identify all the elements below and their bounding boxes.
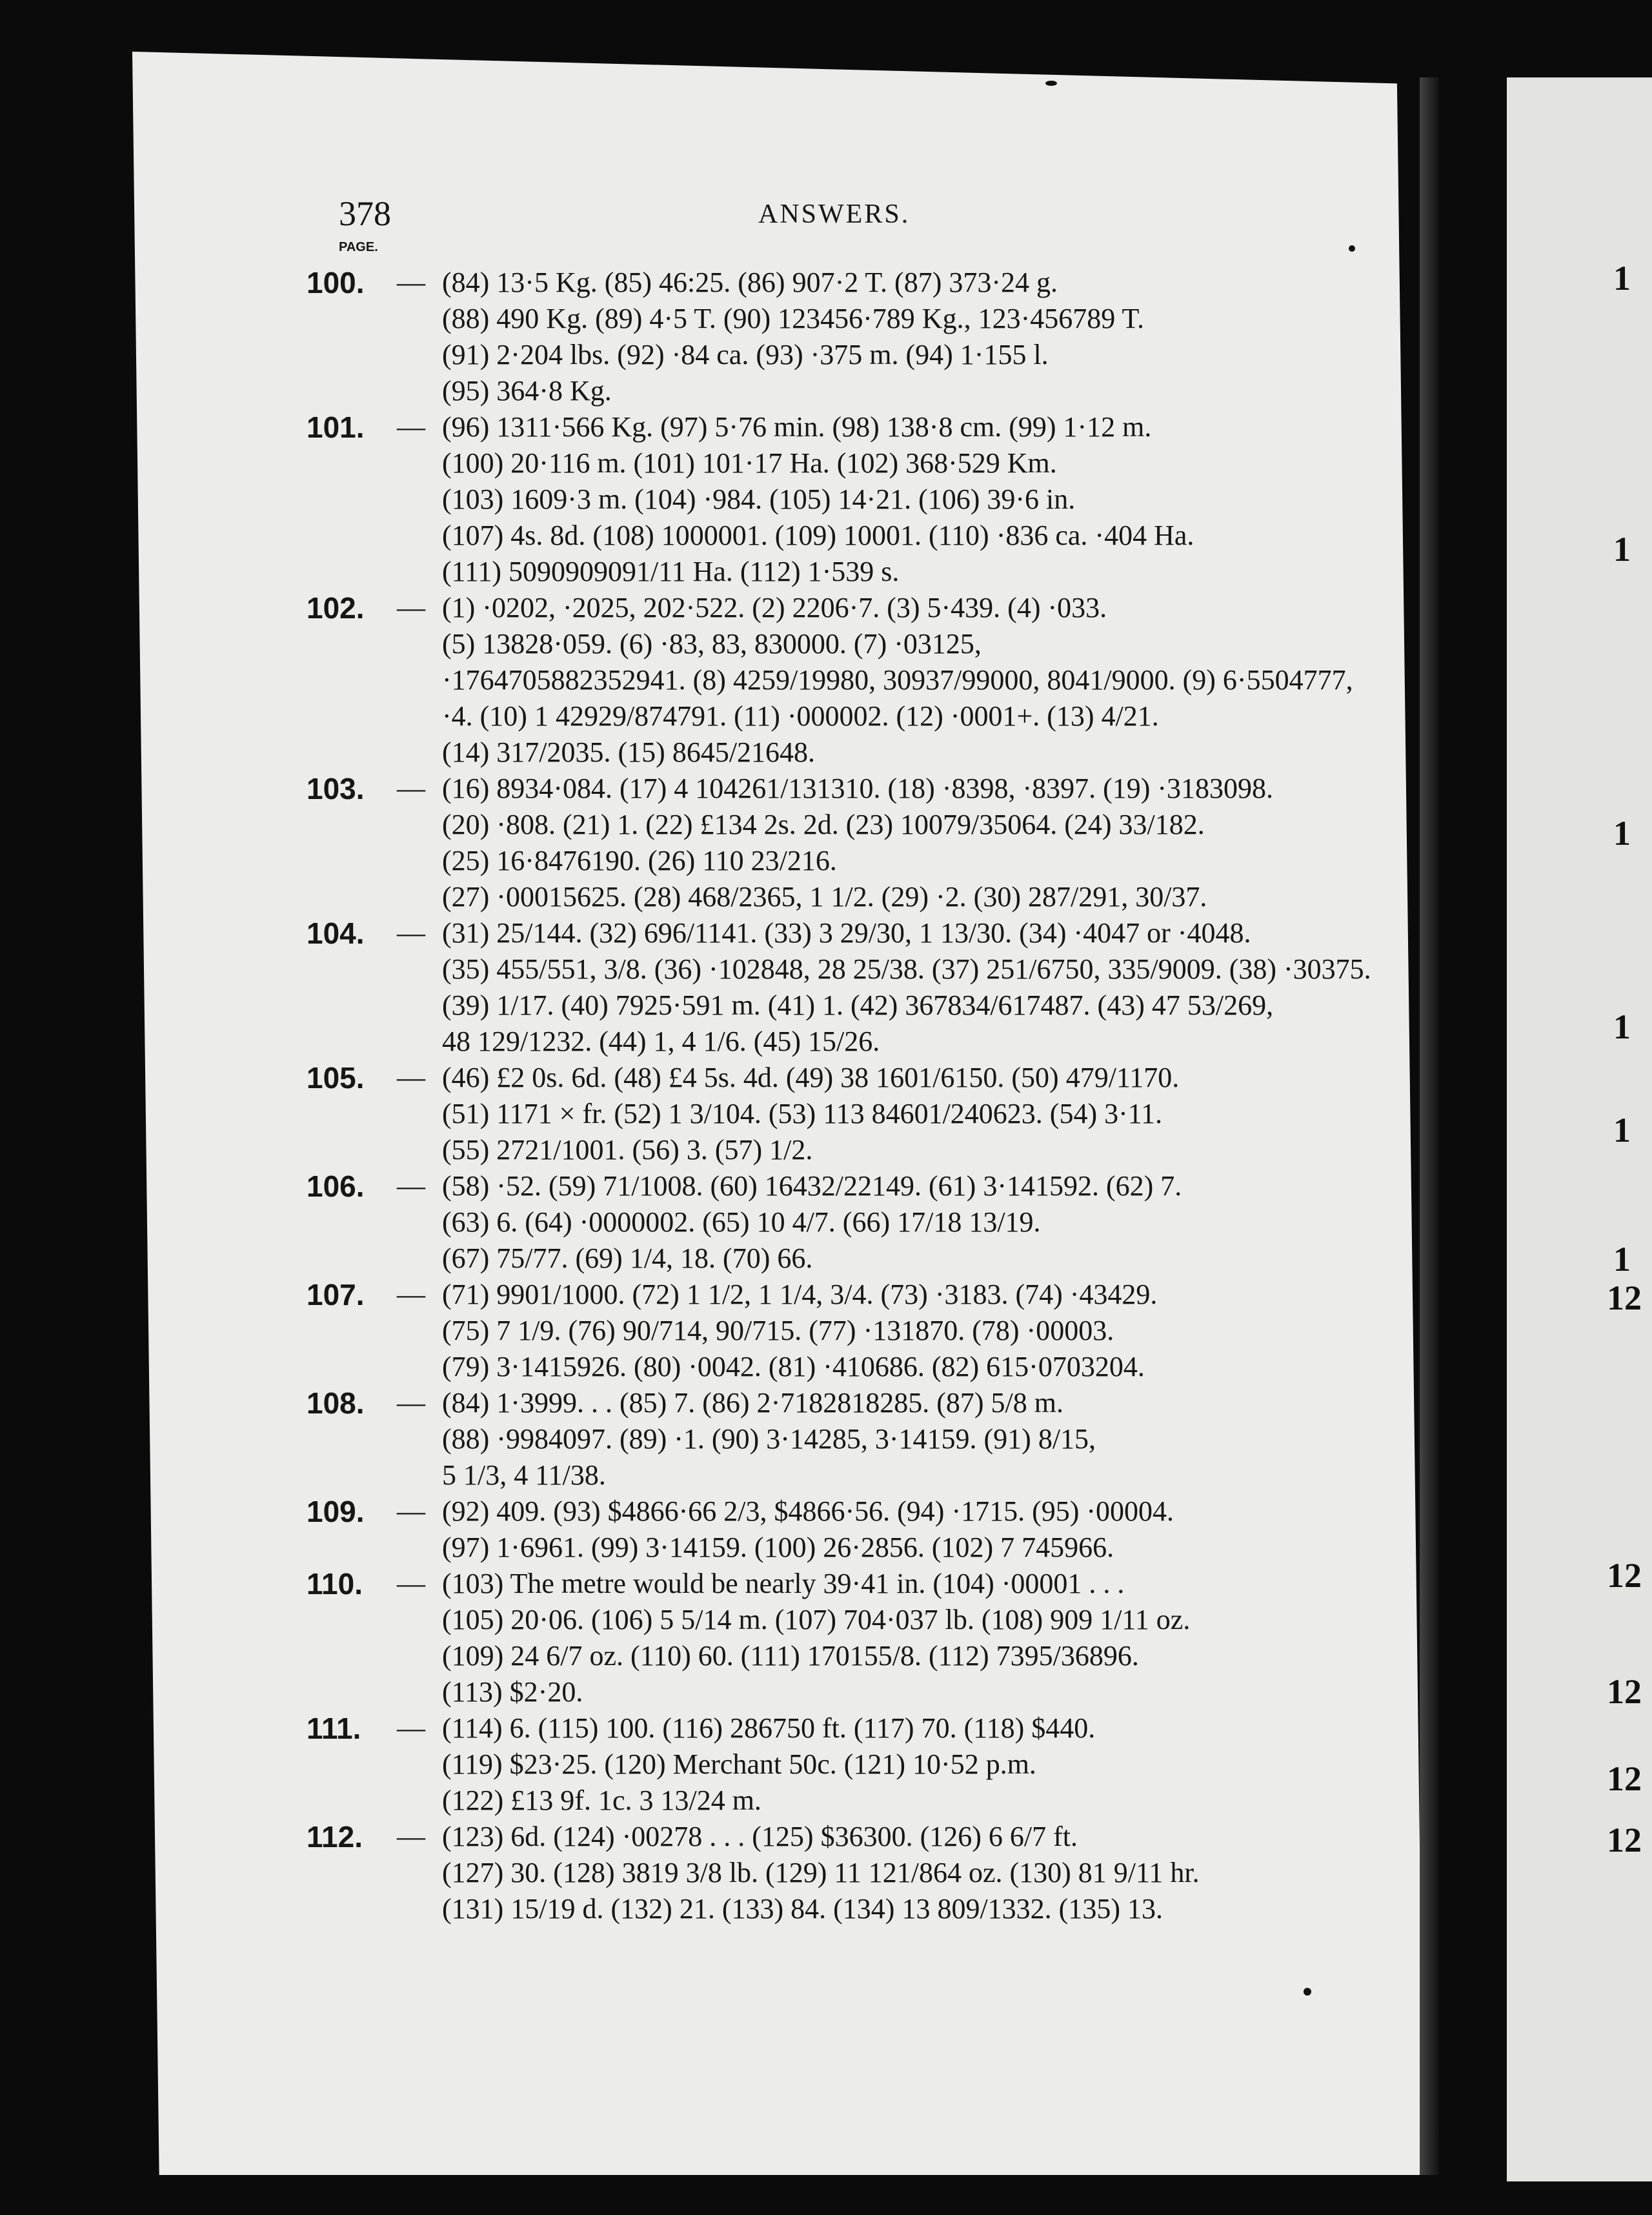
- answer-line: [307, 1385, 1345, 1421]
- page-reference: 111.: [307, 1712, 361, 1745]
- answer-line: [307, 1891, 1345, 1927]
- answer-line: [307, 373, 1345, 409]
- facing-page-mark: 1: [1613, 530, 1631, 569]
- answer-text: (46) £2 0s. 6d. (48) £4 5s. 4d. (49) 38 1601/6150. (50) 479/1170.: [442, 1062, 1180, 1093]
- answer-text: (20) ·808. (21) 1. (22) £134 2s. 2d. (23) 10079/35064. (24) 33/182.: [442, 809, 1205, 840]
- answer-text: (103) 1609·3 m. (104) ·984. (105) 14·21. (106) 39·6 in.: [442, 483, 1076, 515]
- answer-line: [307, 915, 1345, 951]
- answer-line: [307, 734, 1345, 771]
- answer-line: [307, 807, 1345, 843]
- em-dash: —: [397, 1062, 425, 1093]
- em-dash: —: [397, 592, 425, 623]
- em-dash: —: [397, 411, 425, 443]
- answer-line: [307, 1313, 1345, 1349]
- answer-text: (84) 13·5 Kg. (85) 46:25. (86) 907·2 T. (87) 373·24 g.: [442, 267, 1058, 298]
- answer-text: (16) 8934·084. (17) 4 104261/131310. (18) ·8398, ·8397. (19) ·3183098.: [442, 773, 1274, 804]
- em-dash: —: [397, 1821, 425, 1852]
- answer-text: (35) 455/551, 3/8. (36) ·102848, 28 25/38. (37) 251/6750, 335/9009. (38) ·30375.: [442, 953, 1371, 985]
- answer-line: [307, 987, 1345, 1024]
- em-dash: —: [397, 1170, 425, 1202]
- page-reference: 101.: [307, 410, 365, 444]
- answer-text: (107) 4s. 8d. (108) 1000001. (109) 10001. (110) ·836 ca. ·404 Ha.: [442, 520, 1194, 551]
- answer-line: [307, 1024, 1345, 1060]
- answer-text: (71) 9901/1000. (72) 1 1/2, 1 1/4, 3/4. (73) ·3183. (74) ·43429.: [442, 1279, 1158, 1310]
- em-dash: —: [397, 1712, 425, 1744]
- answer-line: [307, 1710, 1345, 1746]
- answer-line: [307, 1493, 1345, 1530]
- page-reference: 106.: [307, 1169, 365, 1203]
- answer-text: (127) 30. (128) 3819 3/8 lb. (129) 11 121/864 oz. (130) 81 9/11 hr.: [442, 1857, 1200, 1888]
- answer-line: [307, 1421, 1345, 1457]
- em-dash: —: [397, 1495, 425, 1527]
- answer-line: [307, 265, 1345, 301]
- answer-line: [307, 590, 1345, 626]
- answer-text: (95) 364·8 Kg.: [442, 375, 612, 407]
- answer-text: (75) 7 1/9. (76) 90/714, 90/715. (77) ·131870. (78) ·00003.: [442, 1315, 1114, 1346]
- answer-line: [307, 1132, 1345, 1168]
- answer-text: (109) 24 6/7 oz. (110) 60. (111) 170155/8. (112) 7395/36896.: [442, 1640, 1139, 1672]
- answer-text: (63) 6. (64) ·0000002. (65) 10 4/7. (66) 17/18 13/19.: [442, 1206, 1041, 1238]
- page-reference: 112.: [307, 1820, 363, 1854]
- answer-text: (122) £13 9f. 1c. 3 13/24 m.: [442, 1785, 761, 1816]
- answer-line: [307, 409, 1345, 445]
- answer-line: [307, 301, 1345, 337]
- answer-text: (55) 2721/1001. (56) 3. (57) 1/2.: [442, 1134, 813, 1166]
- page-column-label: PAGE.: [339, 240, 378, 254]
- facing-page-mark: 12: [1607, 1759, 1642, 1798]
- answer-line: [307, 1277, 1345, 1313]
- answer-text: (119) $23·25. (120) Merchant 50c. (121) 10·52 p.m.: [442, 1748, 1036, 1780]
- em-dash: —: [397, 267, 425, 298]
- answer-text: (111) 5090909091/11 Ha. (112) 1·539 s.: [442, 556, 900, 587]
- answer-text: (88) ·9984097. (89) ·1. (90) 3·14285, 3·14159. (91) 8/15,: [442, 1423, 1096, 1455]
- answer-text: (88) 490 Kg. (89) 4·5 T. (90) 123456·789 Kg., 123·456789 T.: [442, 303, 1145, 334]
- answer-line: [307, 554, 1345, 590]
- answer-line: [307, 662, 1353, 698]
- page-reference: 104.: [307, 916, 365, 950]
- answer-line: [307, 626, 1345, 662]
- facing-page-mark: 12: [1607, 1821, 1642, 1859]
- answer-text: (27) ·00015625. (28) 468/2365, 1 1/2. (29) ·2. (30) 287/291, 30/37.: [442, 881, 1207, 913]
- answer-line: [307, 1204, 1345, 1240]
- answer-text: (39) 1/17. (40) 7925·591 m. (41) 1. (42) 367834/617487. (43) 47 53/269,: [442, 989, 1274, 1021]
- answer-text: (67) 75/77. (69) 1/4, 18. (70) 66.: [442, 1242, 813, 1274]
- answer-line: [307, 1602, 1345, 1638]
- page-number: 378: [339, 194, 391, 233]
- answer-line: [307, 1566, 1345, 1602]
- facing-page-mark: 1: [1613, 259, 1631, 298]
- answer-line: [307, 951, 1371, 987]
- answer-text: (100) 20·116 m. (101) 101·17 Ha. (102) 368·529 Km.: [442, 447, 1057, 479]
- answer-text: 48 129/1232. (44) 1, 4 1/6. (45) 15/26.: [442, 1026, 880, 1057]
- ink-spot: [1045, 81, 1057, 86]
- answer-line: [307, 1855, 1345, 1891]
- answer-text: (5) 13828·059. (6) ·83, 83, 830000. (7) ·03125,: [442, 628, 982, 660]
- answer-text: (51) 1171 × fr. (52) 1 3/104. (53) 113 84601/240623. (54) 3·11.: [442, 1098, 1163, 1129]
- answer-text: (96) 1311·566 Kg. (97) 5·76 min. (98) 138·8 cm. (99) 1·12 m.: [442, 411, 1152, 443]
- answers-list: [307, 265, 1371, 1927]
- answer-line: [307, 337, 1345, 373]
- answer-text: 5 1/3, 4 11/38.: [442, 1459, 606, 1491]
- answer-text: (131) 15/19 d. (132) 21. (133) 84. (134) 13 809/1332. (135) 13.: [442, 1893, 1163, 1925]
- book-gutter: [1420, 77, 1439, 2175]
- answer-text: (1) ·0202, ·2025, 202·522. (2) 2206·7. (3) 5·439. (4) ·033.: [442, 592, 1107, 623]
- answer-text: (25) 16·8476190. (26) 110 23/216.: [442, 845, 837, 876]
- answer-line: [307, 1349, 1345, 1385]
- facing-page-mark: 1: [1613, 1111, 1631, 1149]
- answer-text: (114) 6. (115) 100. (116) 286750 ft. (117) 70. (118) $440.: [442, 1712, 1096, 1744]
- answer-text: (31) 25/144. (32) 696/1141. (33) 3 29/30, 1 13/30. (34) ·4047 or ·4048.: [442, 917, 1251, 949]
- em-dash: —: [397, 773, 425, 804]
- answer-text: (84) 1·3999. . . (85) 7. (86) 2·7182818285. (87) 5/8 m.: [442, 1387, 1063, 1419]
- ink-spot: [1304, 1988, 1311, 1996]
- answer-line: [307, 1457, 1345, 1493]
- answer-text: (58) ·52. (59) 71/1008. (60) 16432/22149. (61) 3·141592. (62) 7.: [442, 1170, 1182, 1202]
- answer-line: [307, 1638, 1345, 1674]
- answer-line: [307, 1240, 1345, 1277]
- em-dash: —: [397, 1568, 425, 1599]
- running-head: ANSWERS.: [758, 199, 911, 229]
- answer-line: [307, 1674, 1345, 1710]
- facing-page-mark: 12: [1607, 1672, 1642, 1711]
- facing-page-mark: 1: [1613, 1240, 1631, 1279]
- page-reference: 107.: [307, 1278, 365, 1311]
- answer-text: ·4. (10) 1 42929/874791. (11) ·000002. (12) ·0001+. (13) 4/21.: [442, 700, 1159, 732]
- answer-text: (97) 1·6961. (99) 3·14159. (100) 26·2856. (102) 7 745966.: [442, 1532, 1114, 1563]
- facing-page-mark: 12: [1607, 1556, 1642, 1595]
- answer-text: (113) $2·20.: [442, 1676, 583, 1708]
- answer-line: [307, 481, 1345, 518]
- page-reference: 100.: [307, 266, 365, 299]
- answer-line: [307, 445, 1345, 481]
- answer-text: (123) 6d. (124) ·00278 . . . (125) $36300. (126) 6 6/7 ft.: [442, 1821, 1078, 1852]
- answer-line: [307, 698, 1345, 734]
- answer-text: (92) 409. (93) $4866·66 2/3, $4866·56. (94) ·1715. (95) ·00004.: [442, 1495, 1174, 1527]
- answer-line: [307, 1096, 1345, 1132]
- em-dash: —: [397, 917, 425, 949]
- page-reference: 108.: [307, 1386, 365, 1420]
- answer-line: [307, 879, 1345, 915]
- answer-text: (91) 2·204 lbs. (92) ·84 ca. (93) ·375 m. (94) 1·155 l.: [442, 339, 1049, 370]
- em-dash: —: [397, 1387, 425, 1419]
- facing-page-mark: 12: [1607, 1279, 1642, 1317]
- page-reference: 105.: [307, 1061, 365, 1095]
- facing-page-mark: 1: [1613, 1007, 1631, 1046]
- answer-line: [307, 1746, 1345, 1783]
- answer-line: [307, 843, 1345, 879]
- page-reference: 110.: [307, 1567, 363, 1601]
- answer-line: [307, 771, 1345, 807]
- page-reference: 103.: [307, 772, 365, 805]
- answer-line: [307, 1783, 1345, 1819]
- answer-line: [307, 518, 1345, 554]
- answer-text: (79) 3·1415926. (80) ·0042. (81) ·410686. (82) 615·0703204.: [442, 1351, 1145, 1382]
- answer-line: [307, 1530, 1345, 1566]
- answer-text: (14) 317/2035. (15) 8645/21648.: [442, 736, 816, 768]
- em-dash: —: [397, 1279, 425, 1310]
- page-reference: 102.: [307, 591, 365, 625]
- answer-text: (103) The metre would be nearly 39·41 in. (104) ·00001 . . .: [442, 1568, 1125, 1599]
- answer-line: [307, 1168, 1345, 1204]
- page-reference: 109.: [307, 1495, 365, 1528]
- answer-line: [307, 1819, 1345, 1855]
- page-header: [339, 194, 1339, 239]
- ink-spot: [1349, 245, 1355, 252]
- facing-page-mark: 1: [1613, 814, 1631, 853]
- answer-line: [307, 1060, 1345, 1096]
- answer-text: ·1764705882352941. (8) 4259/19980, 30937/99000, 8041/9000. (9) 6·5504777,: [442, 664, 1353, 696]
- answer-text: (105) 20·06. (106) 5 5/14 m. (107) 704·037 lb. (108) 909 1/11 oz.: [442, 1604, 1191, 1635]
